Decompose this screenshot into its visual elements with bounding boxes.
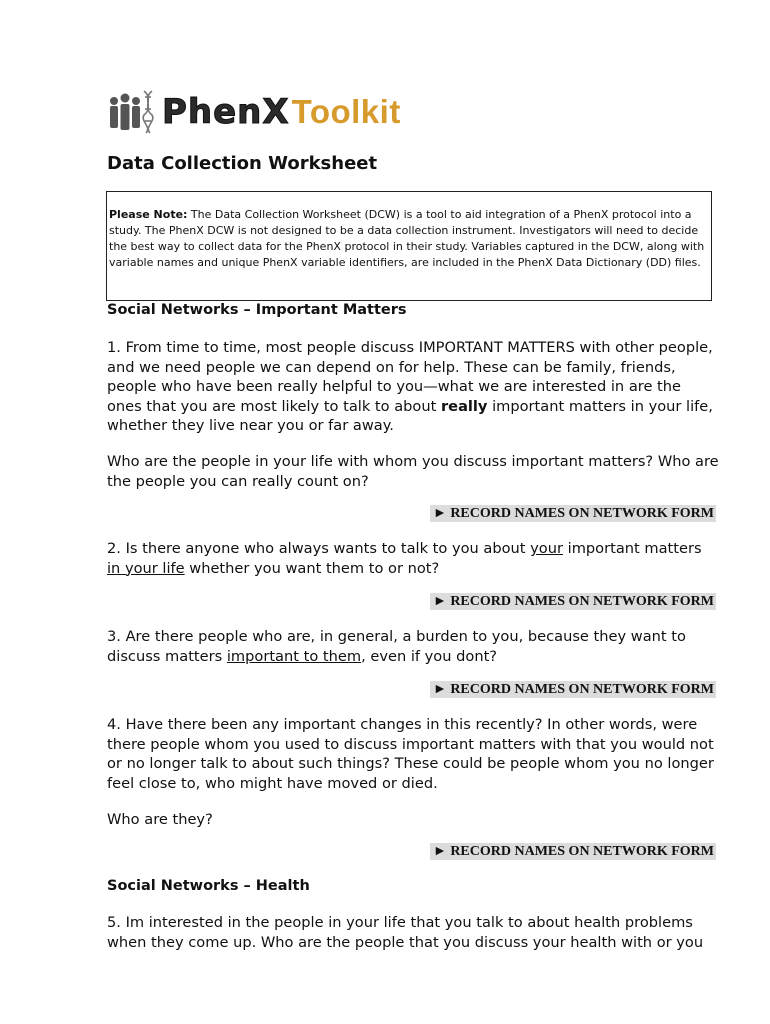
- q3-underline: important to them: [226, 647, 362, 665]
- q1-text-c: important matters in your life, whether they live near you or far away.: [107, 397, 713, 434]
- phenx-people-dna-icon: [106, 89, 156, 135]
- q2-text-b: important matters: [563, 540, 702, 557]
- question-4-followup: Who are they?: [107, 811, 213, 828]
- please-note-box: [106, 191, 712, 301]
- q3-text-a: 3. Are there people who are, in general, a burden to you, because they want to discuss matters: [107, 628, 686, 665]
- question-1-followup: Who are the people in your life with whom you discuss important matters? Who are the people you can really count on?: [107, 453, 719, 490]
- section-heading-health: Social Networks – Health: [107, 878, 310, 894]
- record-names-instruction-4: ► RECORD NAMES ON NETWORK FORM: [430, 843, 716, 860]
- q2-underline-1: your: [530, 540, 563, 557]
- phenx-toolkit-logo: [106, 88, 401, 136]
- question-4: 4. Have there been any important changes in this recently? In other words, were there people whom you used to discuss important matters with that you would not or no longer talk to about such things? These could be people whom you no longer feel close to, who might have moved or died.: [107, 716, 714, 792]
- note-text: The Data Collection Worksheet (DCW) is a tool to aid integration of a PhenX protocol into a study. The PhenX DCW is not designed to be a data collection instrument. Investigators will need to decide the best way to collect data for the PhenX protocol in their study. Variables captured in the DCW, along with variable names and unique PhenX variable identifiers, are included in the PhenX Data Dictionary (DD) files.: [109, 208, 705, 269]
- q3-text-b: , even if you dont?: [361, 647, 498, 665]
- section-heading-important-matters: Social Networks – Important Matters: [107, 302, 407, 318]
- logo-phenx-word: PhenX: [162, 92, 290, 132]
- note-label: Please Note:: [109, 208, 188, 221]
- record-names-instruction-1: ► RECORD NAMES ON NETWORK FORM: [430, 505, 716, 522]
- record-names-instruction-3: ► RECORD NAMES ON NETWORK FORM: [430, 681, 716, 698]
- logo-toolkit-word: Toolkit: [291, 93, 401, 130]
- question-5: 5. Im interested in the people in your life that you talk to about health problems when they come up. Who are the people that you discuss your health with or you: [107, 914, 704, 951]
- record-names-instruction-2: ► RECORD NAMES ON NETWORK FORM: [430, 593, 716, 610]
- q2-text-c: whether you want them to or not?: [184, 559, 440, 577]
- q1-text-a: 1. From time to time, most people discuss IMPORTANT MATTERS with other people, and we need people we can depend on for help. These can be family, friends, people who have been really helpful to you—what we are interested in are the ones that you are most likely to talk to about: [107, 339, 713, 415]
- q1-emphasis: really: [440, 397, 488, 415]
- page-title: Data Collection Worksheet: [107, 153, 378, 174]
- question-3: [107, 627, 719, 666]
- question-2: [107, 539, 719, 578]
- q2-underline-2: in your life: [107, 559, 185, 577]
- q2-text-a: 2. Is there anyone who always wants to talk to you about: [107, 540, 531, 557]
- question-1: [107, 338, 719, 436]
